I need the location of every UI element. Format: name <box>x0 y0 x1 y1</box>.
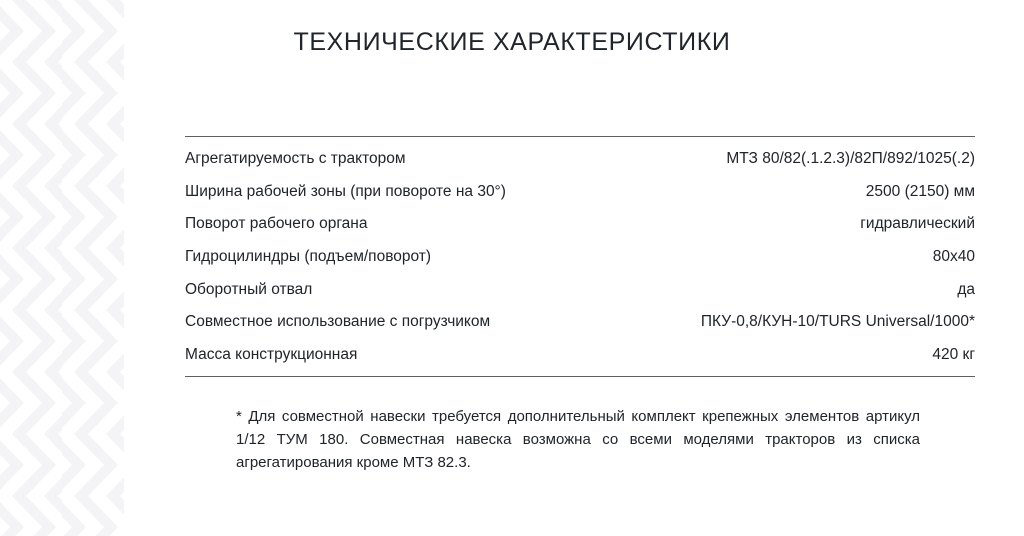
spec-label: Гидроцилиндры (подъем/поворот) <box>185 248 432 266</box>
spec-value: да <box>957 280 975 298</box>
table-row <box>185 306 975 339</box>
page-title: ТЕХНИЧЕСКИЕ ХАРАКТЕРИСТИКИ <box>293 28 731 56</box>
table-row <box>185 137 975 175</box>
spec-label: Ширина рабочей зоны (при повороте на 30°) <box>185 182 506 200</box>
table-row <box>185 273 975 306</box>
spec-value: 2500 (2150) мм <box>865 182 975 200</box>
spec-value: ПКУ-0,8/КУН-10/TURS Universal/1000* <box>700 313 975 331</box>
spec-value: 420 кг <box>932 346 975 364</box>
spec-label: Совместное использование с погрузчиком <box>185 313 491 331</box>
table-row <box>185 339 975 376</box>
spec-label: Масса конструкционная <box>185 346 358 364</box>
table-row <box>185 175 975 208</box>
spec-label: Оборотный отвал <box>185 280 313 298</box>
footnote <box>236 406 920 474</box>
specifications-table <box>185 137 975 376</box>
table-row <box>185 240 975 273</box>
spec-value: МТЗ 80/82(.1.2.3)/82П/892/1025(.2) <box>726 150 975 167</box>
divider-bottom <box>185 376 975 377</box>
specifications-block <box>185 136 975 377</box>
chevron-pattern-decoration <box>0 0 124 536</box>
spec-value: 80х40 <box>932 248 975 266</box>
spec-value: гидравлический <box>860 215 975 233</box>
spec-label: Агрегатируемость с трактором <box>185 150 406 167</box>
footnote-text: * Для совместной навески требуется дополнительный комплект крепежных элементов артикул 1/12 ТУМ 180. Совместная навеска возможна со всеми моделями тракторов из списка агрегатирования кроме МТЗ 82.3. <box>236 408 920 471</box>
table-row <box>185 208 975 241</box>
spec-label: Поворот рабочего органа <box>185 215 368 233</box>
